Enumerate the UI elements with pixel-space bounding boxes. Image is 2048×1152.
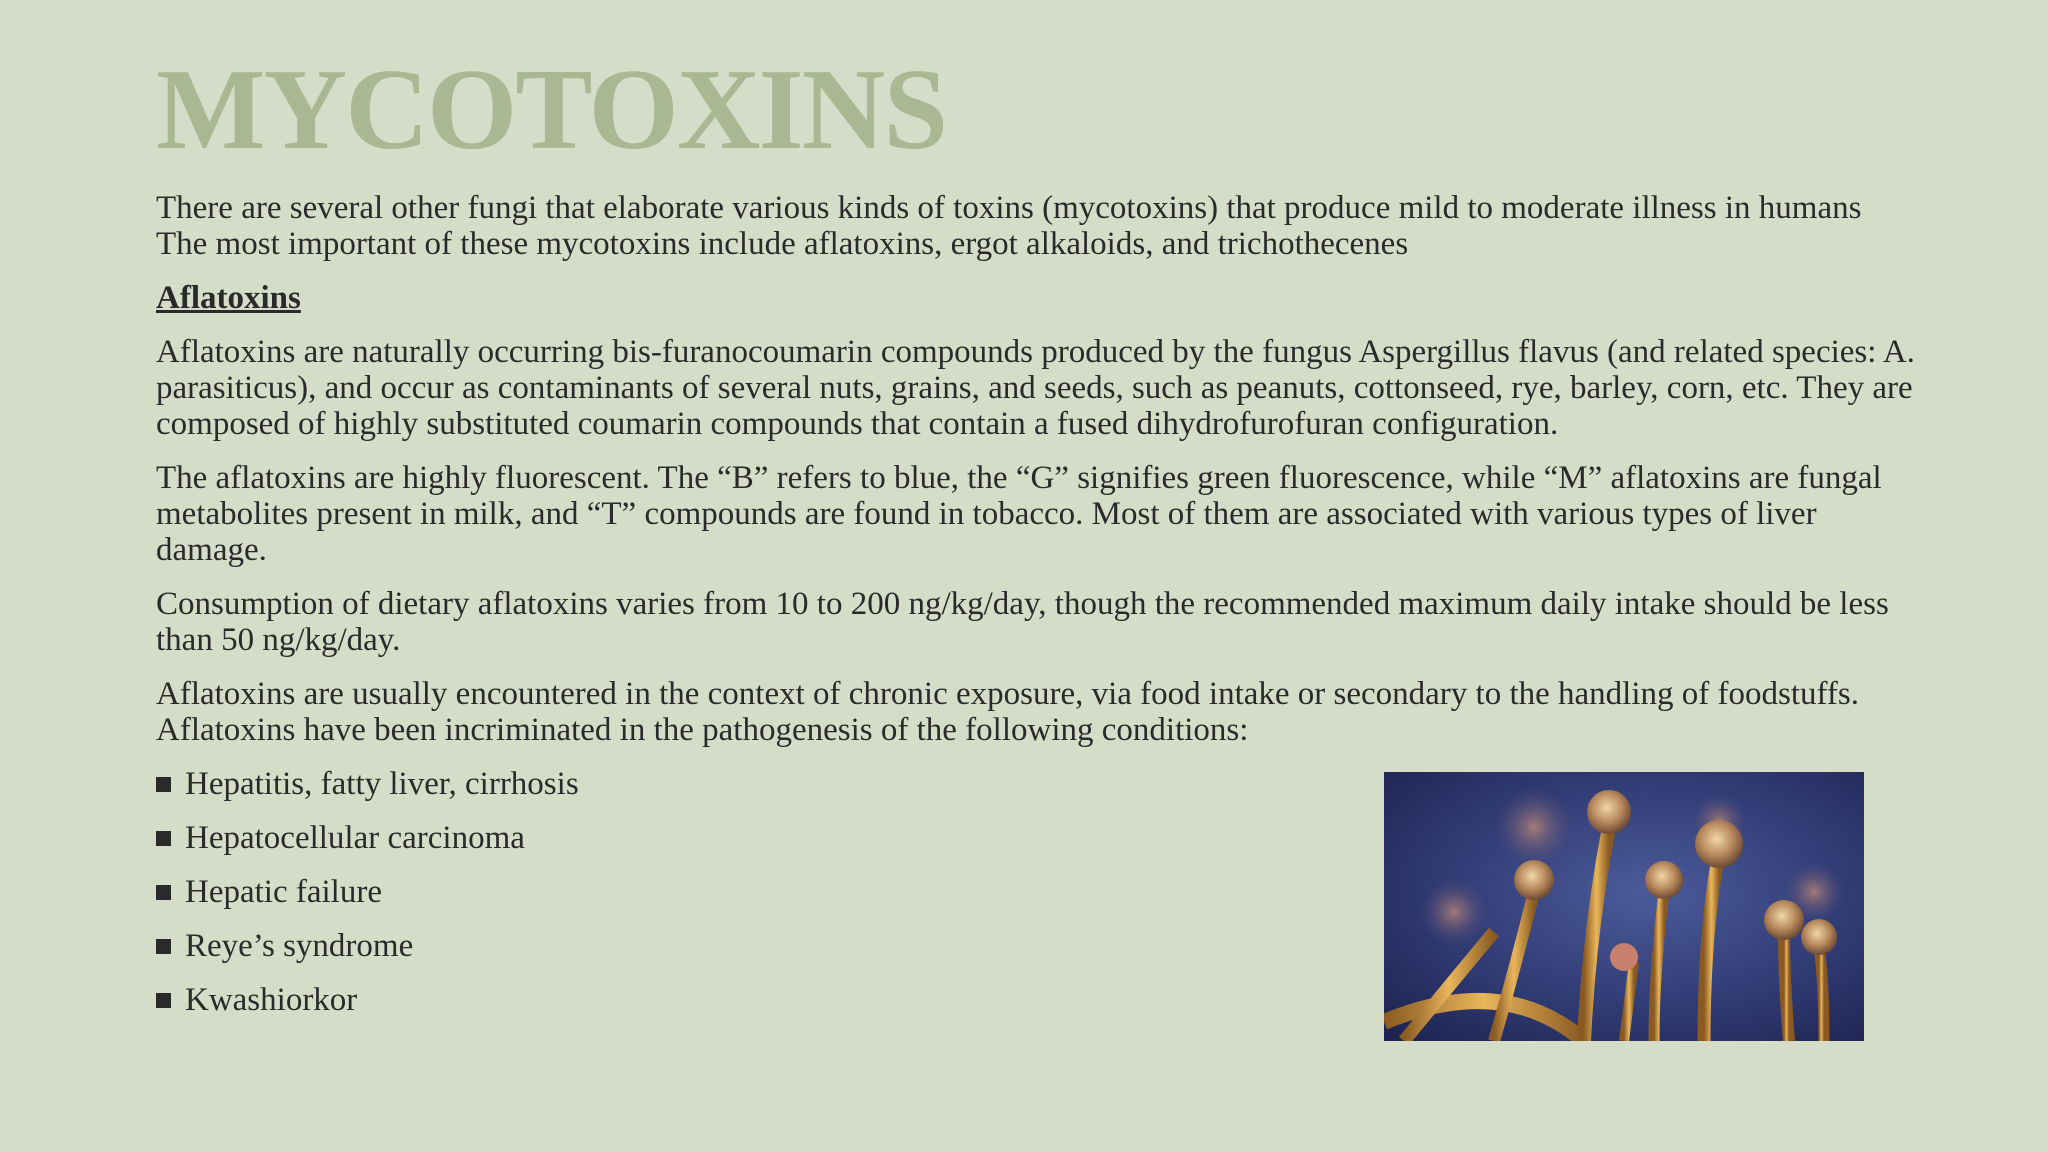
aspergillus-image bbox=[1384, 772, 1864, 1041]
square-bullet-icon bbox=[156, 993, 171, 1008]
list-item-label: Hepatic failure bbox=[185, 874, 382, 910]
square-bullet-icon bbox=[156, 885, 171, 900]
paragraph: The aflatoxins are highly fluorescent. The “B” refers to blue, the “G” signifies green fluorescence, while “M” aflatoxins are fungal metabolites present in milk, and “T” compounds are found in tobacco. Most of them are associated with various types of liver damage. bbox=[156, 460, 1882, 568]
square-bullet-icon bbox=[156, 831, 171, 846]
list-item-label: Reye’s syndrome bbox=[185, 928, 414, 964]
section-heading: Aflatoxins bbox=[156, 280, 301, 316]
square-bullet-icon bbox=[156, 939, 171, 954]
list-item-label: Hepatocellular carcinoma bbox=[185, 820, 525, 856]
slide-title: MYCOTOXINS bbox=[156, 46, 946, 174]
list-item-label: Kwashiorkor bbox=[185, 982, 358, 1018]
list-item-label: Hepatitis, fatty liver, cirrhosis bbox=[185, 766, 579, 802]
paragraph: Aflatoxins are usually encountered in the context of chronic exposure, via food intake or secondary to the handling of foodstuffs. Aflatoxins have been incriminated in the pathogenesis of the following conditions: bbox=[156, 676, 1859, 748]
paragraph: Aflatoxins are naturally occurring bis-furanocoumarin compounds produced by the fungus Aspergillus flavus (and related species: A. parasiticus), and occur as contaminants of several nuts, grains, and seeds, such as peanuts, cottonseed, rye, barley, corn, etc. They are composed of highly substituted coumarin compounds that contain a fused dihydrofurofuran configuration. bbox=[156, 334, 1915, 442]
intro-paragraph: There are several other fungi that elaborate various kinds of toxins (mycotoxins) that produce mild to moderate illness in humans The most important of these mycotoxins include aflatoxins, ergot alkaloids, and trichothecenes bbox=[156, 190, 1862, 262]
square-bullet-icon bbox=[156, 777, 171, 792]
paragraph: Consumption of dietary aflatoxins varies from 10 to 200 ng/kg/day, though the recommended maximum daily intake should be less than 50 ng/kg/day. bbox=[156, 586, 1889, 658]
